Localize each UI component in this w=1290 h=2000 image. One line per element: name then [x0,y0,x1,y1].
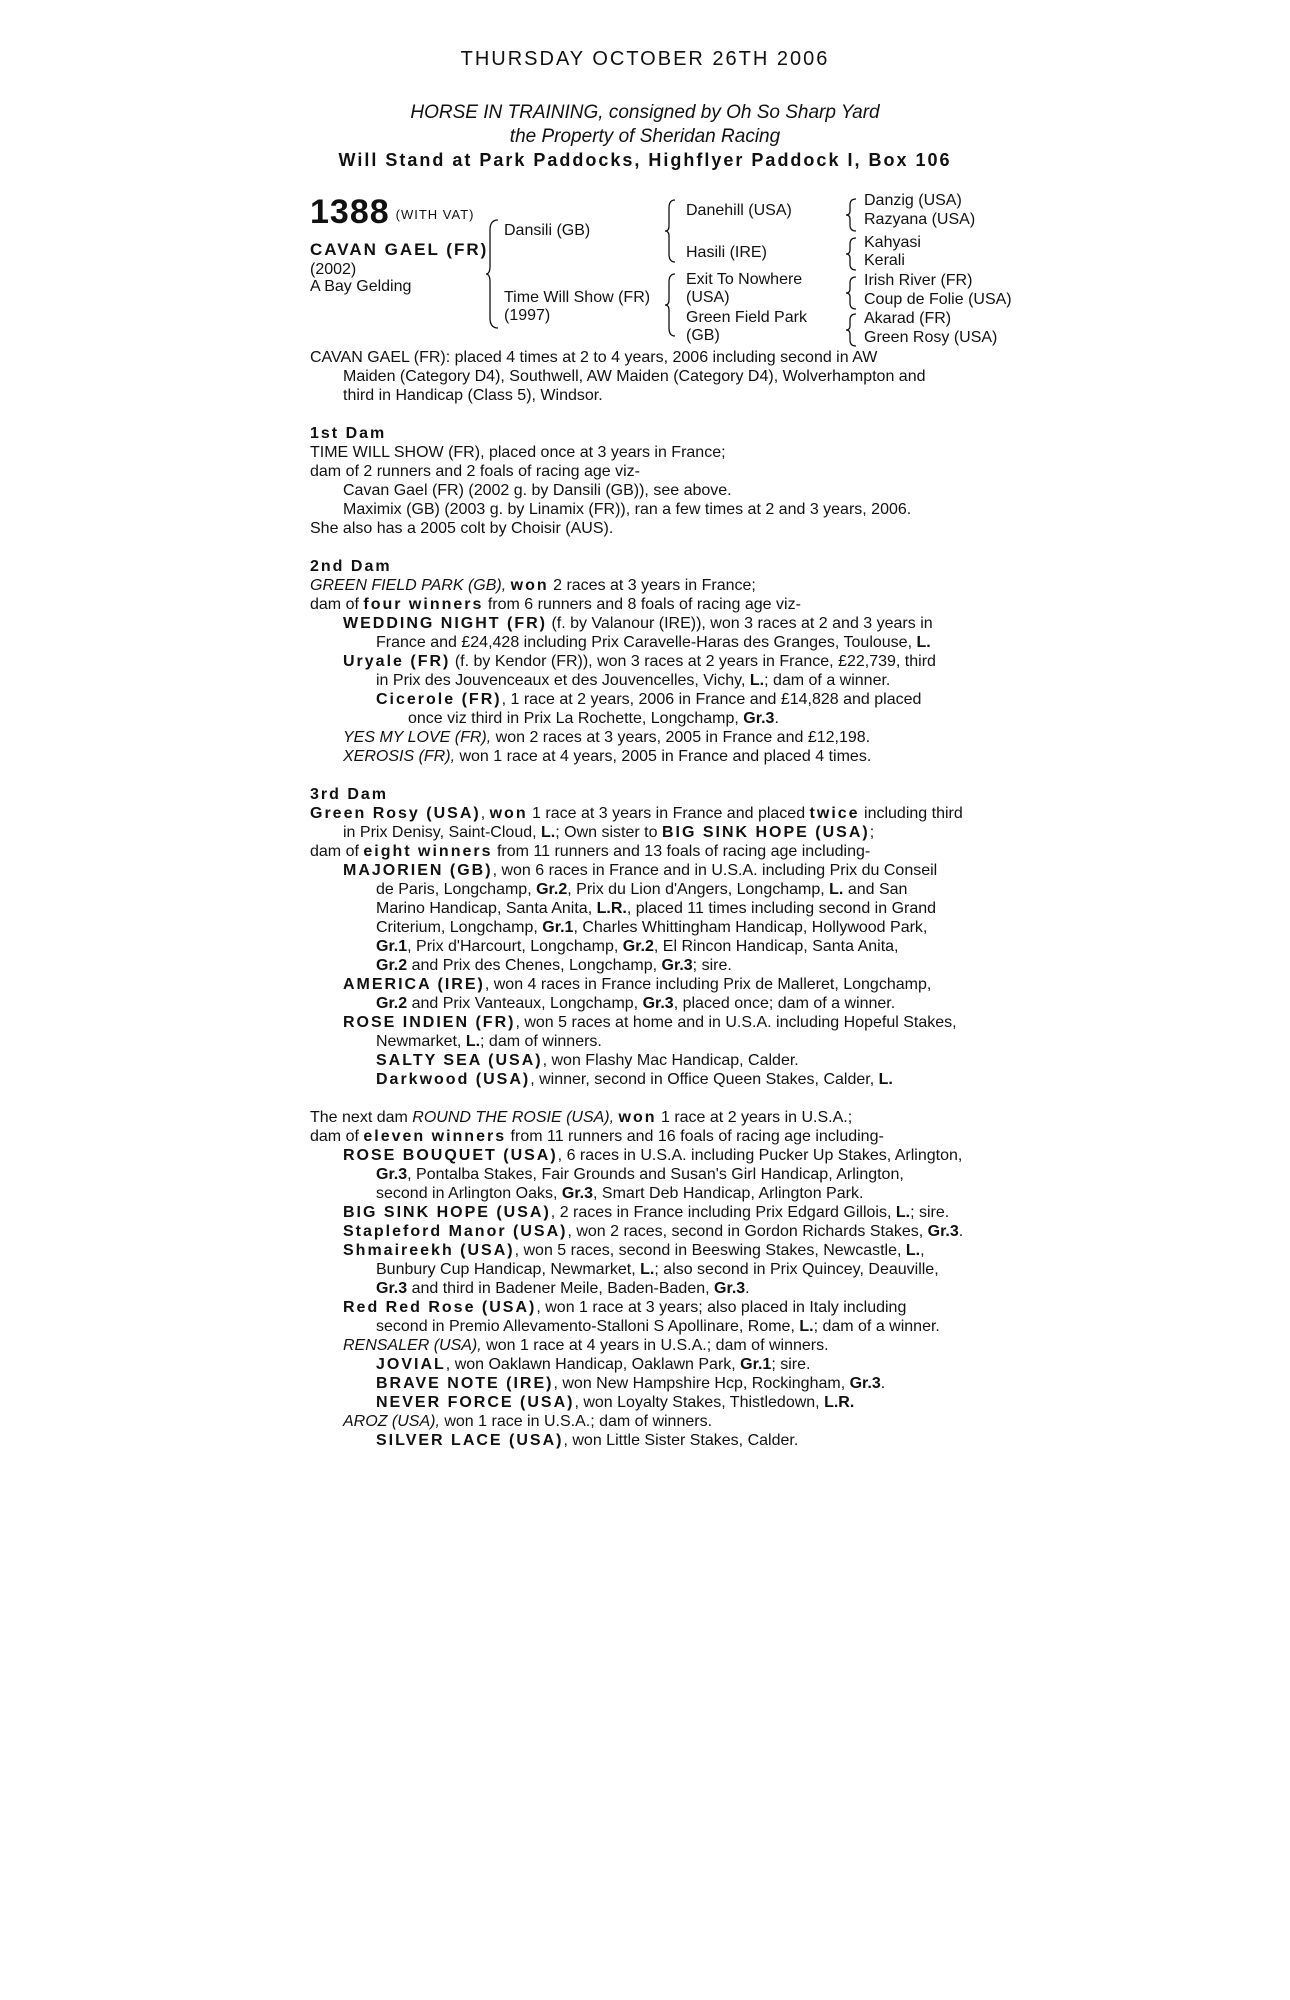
ancestor-8: Green Rosy (USA) [864,329,998,346]
dam-dam: Green Field Park (GB) [686,309,807,344]
catalogue-body [310,348,1010,1450]
dam-sire: Exit To Nowhere (USA) [686,271,803,306]
lot-number: 1388 (WITH VAT) [310,193,475,231]
foaling-year: (2002) [310,261,357,278]
location-line: Will Stand at Park Paddocks, Highflyer Paddock I, Box 106 [338,150,952,170]
consignor-line: HORSE IN TRAINING, consigned by Oh So Sharp Yard [410,102,880,123]
pedigree-brace-3b [846,236,858,272]
section-heading: 3rd Dam [310,786,389,803]
sire-dam: Hasili (IRE) [686,244,767,261]
sire: Dansili (GB) [504,222,591,239]
property-line: the Property of Sheridan Racing [509,126,781,147]
ancestor-1: Danzig (USA) [864,192,962,209]
horse-description: A Bay Gelding [310,278,412,295]
ancestor-5: Irish River (FR) [864,272,973,289]
ancestor-3: Kahyasi [864,234,921,251]
pedigree-brace-3c [846,275,858,311]
section-heading: 2nd Dam [310,558,392,575]
ancestor-6: Coup de Folie (USA) [864,291,1012,308]
vat-note: (WITH VAT) [395,206,475,222]
horse-summary: CAVAN GAEL (FR): placed 4 times at 2 to 4 years, 2006 including second in AW Maiden (Category D4), Southwell, AW Maiden (Category D4), Wolverhampton and third in Handicap (Class 5), Windsor. [310,349,926,404]
pedigree-brace-2b [665,272,677,338]
first-dam-section: 1st Dam TIME WILL SHOW (FR), placed once at 3 years in France; dam of 2 runners and 2 foals of racing age viz- Cavan Gael (FR) (2002 g. by Dansili (GB)), see above. Maximix (GB) (2003 g. by Linamix (FR)), ran a few times at 2 and 3 years, 2006. She also has a 2005 colt by Choisir (AUS). [310,424,1010,538]
ancestor-2: Razyana (USA) [864,211,976,228]
sale-date: THURSDAY OCTOBER 26TH 2006 [460,48,830,70]
pedigree-brace-2a [665,198,677,264]
second-dam-section: 2nd Dam GREEN FIELD PARK (GB), won 2 races at 3 years in France; dam of four winners from 6 runners and 8 foals of racing age viz- WEDDING NIGHT (FR) (f. by Valanour (IRE)), won 3 races at 2 and 3 years in France and £24,428 including Prix Caravelle-Haras des Granges, Toulouse, L. Uryale (FR) (f. by Kendor (FR)), won 3 races at 2 years in France, £22,739, third in Prix des Jouvenceaux et des Jouvencelles, Vichy, L.; dam of a winner. Cicerole (FR), 1 race at 2 years, 2006 in France and £14,828 and placed once viz third in Prix La Rochette, Longchamp, Gr.3. YES MY LOVE (FR), won 2 races at 3 years, 2005 in France and £12,198. XEROSIS (FR), won 1 race at 4 years, 2005 in France and placed 4 times. [310,557,1010,766]
pedigree-brace-1 [486,218,500,330]
third-dam-section: 3rd Dam Green Rosy (USA), won 1 race at 3 years in France and placed twice including third in Prix Denisy, Saint-Cloud, L.; Own sister to BIG SINK HOPE (USA); dam of eight winners from 11 runners and 13 foals of racing age including- MAJORIEN (GB), won 6 races in France and in U.S.A. including Prix du Conseil de Paris, Longchamp, Gr.2, Prix du Lion d'Angers, Longchamp, L. and San Marino Handicap, Santa Anita, L.R., placed 11 times including second in Grand Criterium, Longchamp, Gr.1, Charles Whittingham Handicap, Hollywood Park, Gr.1, Prix d'Harcourt, Longchamp, Gr.2, El Rincon Handicap, Santa Anita, Gr.2 and Prix des Chenes, Longchamp, Gr.3; sire. AMERICA (IRE), won 4 races in France including Prix de Malleret, Longchamp, Gr.2 and Prix Vanteaux, Longchamp, Gr.3, placed once; dam of a winner. ROSE INDIEN (FR), won 5 races at home and in U.S.A. including Hopeful Stakes, Newmarket, L.; dam of winners. SALTY SEA (USA), won Flashy Mac Handicap, Calder. Darkwood (USA), winner, second in Office Queen Stakes, Calder, L. [310,785,1010,1089]
ancestor-7: Akarad (FR) [864,310,952,327]
dam: Time Will Show (FR) (1997) [504,289,651,324]
sire-sire: Danehill (USA) [686,202,792,219]
pedigree-brace-3d [846,312,858,348]
pedigree-brace-3a [846,197,858,233]
section-heading: 1st Dam [310,425,387,442]
next-dam-section: The next dam ROUND THE ROSIE (USA), won 1 race at 2 years in U.S.A.; dam of eleven winners from 11 runners and 16 foals of racing age including- ROSE BOUQUET (USA), 6 races in U.S.A. including Pucker Up Stakes, Arlington, Gr.3, Pontalba Stakes, Fair Grounds and Susan's Girl Handicap, Arlington, second in Arlington Oaks, Gr.3, Smart Deb Handicap, Arlington Park. BIG SINK HOPE (USA), 2 races in France including Prix Edgard Gillois, L.; sire. Stapleford Manor (USA), won 2 races, second in Gordon Richards Stakes, Gr.3. Shmaireekh (USA), won 5 races, second in Beeswing Stakes, Newcastle, L., Bunbury Cup Handicap, Newmarket, L.; also second in Prix Quincey, Deauville, Gr.3 and third in Badener Meile, Baden-Baden, Gr.3. Red Red Rose (USA), won 1 race at 3 years; also placed in Italy including second in Premio Allevamento-Stalloni S Apollinare, Rome, L.; dam of a winner. RENSALER (USA), won 1 race at 4 years in U.S.A.; dam of winners. JOVIAL, won Oaklawn Handicap, Oaklawn Park, Gr.1; sire. BRAVE NOTE (IRE), won New Hampshire Hcp, Rockingham, Gr.3. NEVER FORCE (USA), won Loyalty Stakes, Thistledown, L.R. AROZ (USA), won 1 race in U.S.A.; dam of winners. SILVER LACE (USA), won Little Sister Stakes, Calder. [310,1109,964,1449]
horse-name: CAVAN GAEL (FR) [310,240,489,259]
ancestor-4: Kerali [864,252,905,269]
